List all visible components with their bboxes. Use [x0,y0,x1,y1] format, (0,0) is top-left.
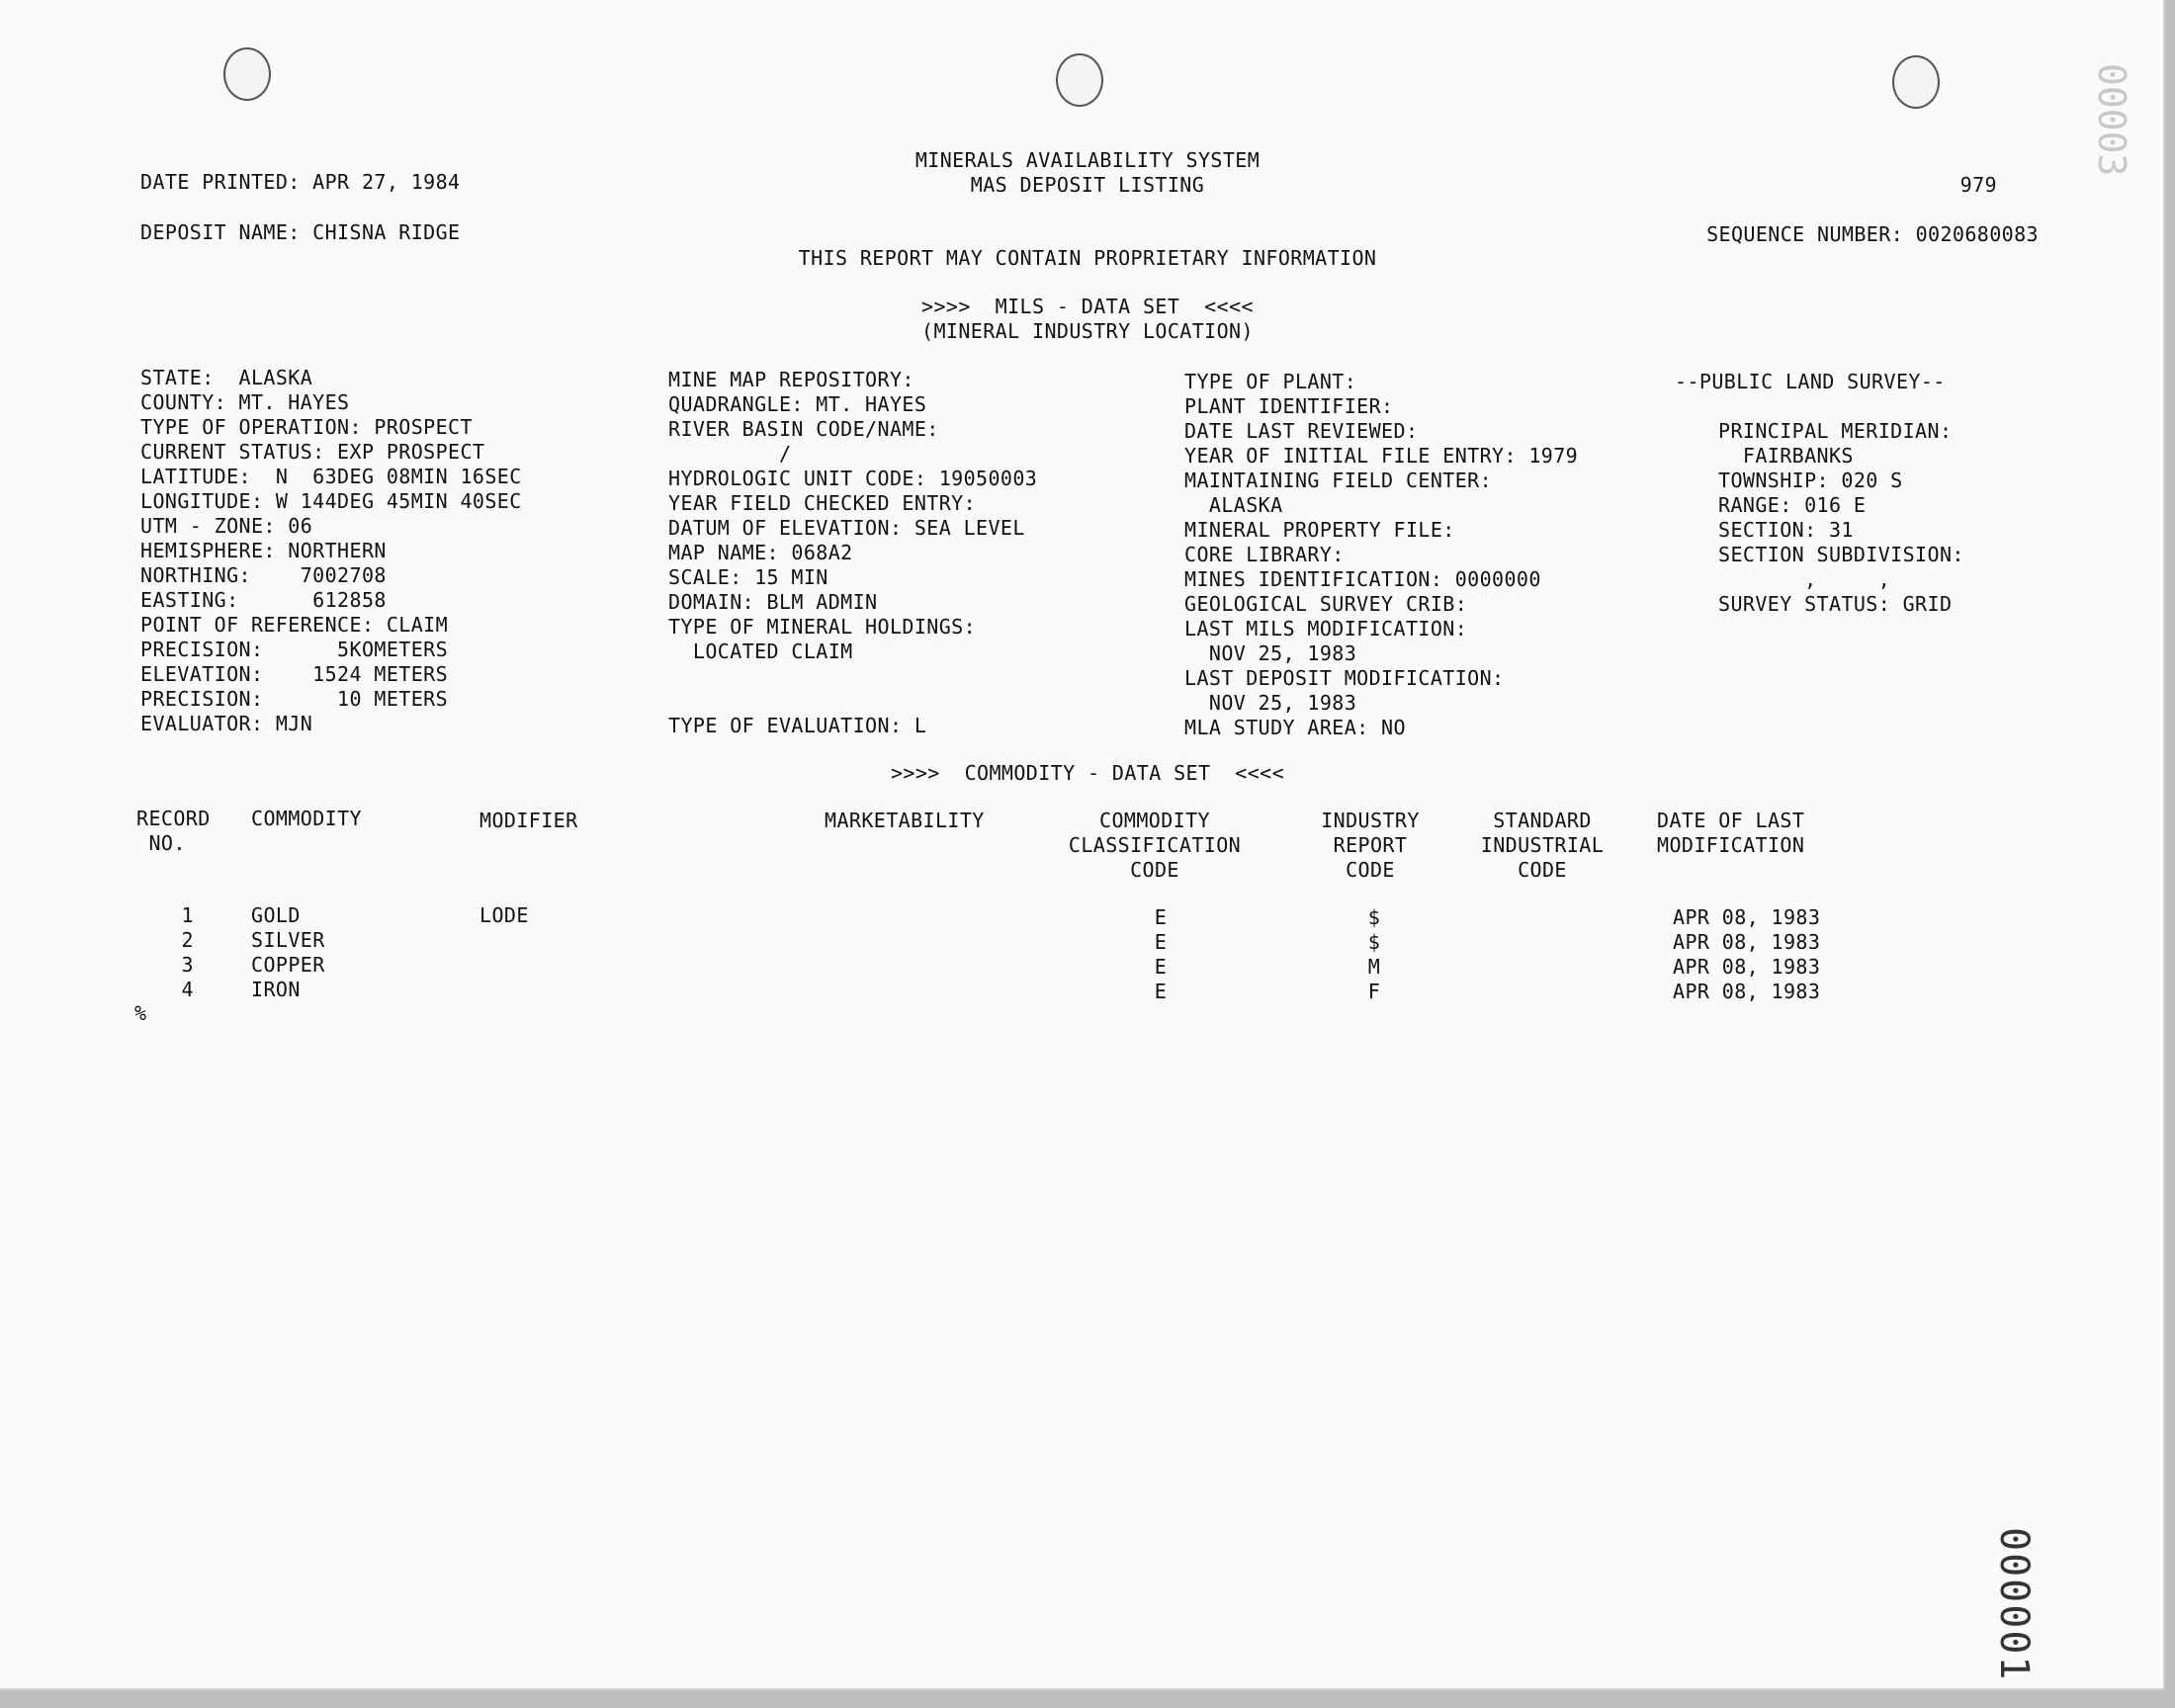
header-modifier: MODIFIER [479,809,578,832]
field-line: COUNTY: MT. HAYES [140,390,350,414]
cell-date: APR 08, 1983 [1673,955,1821,979]
field-line: SECTION: 31 [1718,518,1854,542]
cell-industry-code: F [1367,980,1381,1003]
punch-hole-right [1892,55,1940,109]
cell-classification: E [1154,955,1168,979]
field-line: EASTING: 612858 [140,588,387,612]
deposit-name: DEPOSIT NAME: CHISNA RIDGE [140,220,461,244]
field-line: QUADRANGLE: MT. HAYES [668,392,927,416]
field-line: SECTION SUBDIVISION: [1718,543,1964,566]
field-line: DOMAIN: BLM ADMIN [668,590,878,614]
cell-classification: E [1154,980,1168,1003]
header-standard-industrial: STANDARD INDUSTRIAL CODE [1480,809,1605,882]
listing-title: MAS DEPOSIT LISTING [970,173,1205,197]
sequence-number: SEQUENCE NUMBER: 0020680083 [1706,222,2039,246]
field-line: MINE MAP REPOSITORY: [668,368,914,391]
end-of-record-mark: % [134,1001,147,1025]
field-line: , , [1718,567,1891,591]
field-line: UTM - ZONE: 06 [140,514,313,538]
field-line: EVALUATOR: MJN [140,712,313,735]
field-line: PLANT IDENTIFIER: [1184,394,1394,418]
field-line: LATITUDE: N 63DEG 08MIN 16SEC [140,465,522,488]
field-line: LAST MILS MODIFICATION: [1184,617,1468,640]
public-land-survey-heading: --PUBLIC LAND SURVEY-- [1675,370,1946,393]
field-line: CURRENT STATUS: EXP PROSPECT [140,440,485,464]
header-commodity: COMMODITY [251,807,362,830]
field-line: PRINCIPAL MERIDIAN: [1718,419,1953,443]
cell-date: APR 08, 1983 [1673,980,1821,1003]
stamp-bottom-right: 000001 [1991,1527,2037,1682]
field-line: HEMISPHERE: NORTHERN [140,539,387,562]
cell-classification: E [1154,930,1168,954]
field-line: LAST DEPOSIT MODIFICATION: [1184,666,1505,690]
mils-heading: >>>> MILS - DATA SET <<<< [921,295,1254,318]
field-line: RANGE: 016 E [1718,493,1867,517]
cell-record-no: 4 [181,978,194,1001]
cell-industry-code: $ [1367,905,1381,929]
field-line: MINERAL PROPERTY FILE: [1184,518,1455,542]
cell-record-no: 3 [181,953,194,977]
field-line: POINT OF REFERENCE: CLAIM [140,613,449,637]
cell-commodity: IRON [251,978,301,1001]
field-line: MAP NAME: 068A2 [668,541,853,564]
cell-commodity: COPPER [251,953,325,977]
field-line: RIVER BASIN CODE/NAME: [668,417,939,441]
field-line: TOWNSHIP: 020 S [1718,469,1903,492]
field-line: SURVEY STATUS: GRID [1718,592,1953,616]
system-title: MINERALS AVAILABILITY SYSTEM [914,148,1261,172]
stamp-top-right: 00003 [2090,63,2133,177]
field-line: NOV 25, 1983 [1184,691,1357,715]
cell-date: APR 08, 1983 [1673,905,1821,929]
date-printed: DATE PRINTED: APR 27, 1984 [140,170,461,194]
field-line: NORTHING: 7002708 [140,563,387,587]
cell-commodity: SILVER [251,928,325,952]
header-industry-report: INDUSTRY REPORT CODE [1321,809,1420,882]
field-line: DATE LAST REVIEWED: [1184,419,1419,443]
punch-hole-center [1056,53,1103,107]
field-line: TYPE OF OPERATION: PROSPECT [140,415,473,439]
field-line: MINES IDENTIFICATION: 0000000 [1184,567,1541,591]
field-line: MLA STUDY AREA: NO [1184,716,1406,739]
field-line: FAIRBANKS [1718,444,1854,468]
field-line: DATUM OF ELEVATION: SEA LEVEL [668,516,1025,540]
cell-commodity: GOLD [251,903,301,927]
field-line: STATE: ALASKA [140,366,313,389]
cell-record-no: 2 [181,928,194,952]
type-of-evaluation: TYPE OF EVALUATION: L [668,714,927,737]
cell-industry-code: M [1367,955,1381,979]
cell-record-no: 1 [181,903,194,927]
header-marketability: MARKETABILITY [825,809,985,832]
field-line: CORE LIBRARY: [1184,543,1345,566]
field-line: ALASKA [1184,493,1283,517]
proprietary-notice: THIS REPORT MAY CONTAIN PROPRIETARY INFORMATION [798,246,1377,270]
field-line: GEOLOGICAL SURVEY CRIB: [1184,592,1468,616]
field-line: TYPE OF MINERAL HOLDINGS: [668,615,977,639]
header-date-last-modification: DATE OF LAST MODIFICATION [1657,809,1805,857]
field-line: TYPE OF PLANT: [1184,370,1357,393]
field-line: LONGITUDE: W 144DEG 45MIN 40SEC [140,489,522,513]
field-line: YEAR OF INITIAL FILE ENTRY: 1979 [1184,444,1579,468]
punch-hole-left [223,47,271,101]
mils-subheading: (MINERAL INDUSTRY LOCATION) [921,319,1254,343]
field-line: ELEVATION: 1524 METERS [140,662,449,686]
field-line: LOCATED CLAIM [668,640,853,663]
field-line: SCALE: 15 MIN [668,565,828,589]
page-number: 979 [1959,173,1997,197]
cell-classification: E [1154,905,1168,929]
field-line: NOV 25, 1983 [1184,641,1357,665]
header-classification: COMMODITY CLASSIFICATION CODE [1068,809,1242,882]
field-line: PRECISION: 5KOMETERS [140,638,449,661]
field-line: HYDROLOGIC UNIT CODE: 19050003 [668,467,1038,490]
field-line: PRECISION: 10 METERS [140,687,449,711]
field-line: YEAR FIELD CHECKED ENTRY: [668,491,977,515]
cell-industry-code: $ [1367,930,1381,954]
field-line: MAINTAINING FIELD CENTER: [1184,469,1493,492]
header-record-no: RECORD NO. [136,807,211,855]
cell-date: APR 08, 1983 [1673,930,1821,954]
field-line: / [668,442,792,466]
commodity-heading: >>>> COMMODITY - DATA SET <<<< [890,761,1285,785]
cell-modifier: LODE [479,903,529,927]
